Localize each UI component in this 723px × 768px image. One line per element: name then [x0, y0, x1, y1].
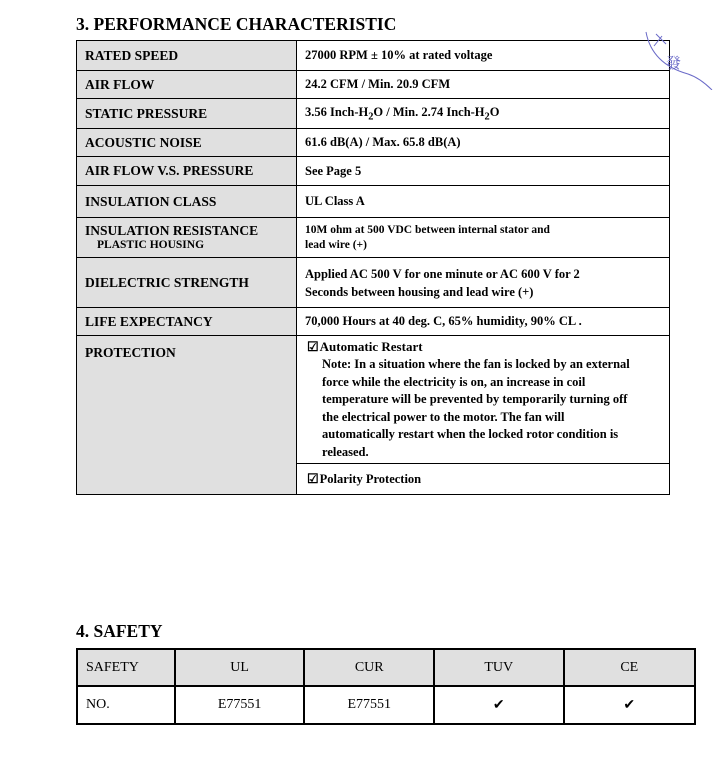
- table-row: [77, 686, 695, 724]
- polarity-protection-cell: [297, 464, 670, 495]
- insulation-resistance-value: 10M ohm at 500 VDC between internal stator and lead wire (+): [297, 218, 670, 258]
- safety-header-tuv: TUV: [434, 649, 564, 686]
- insulation-class-label: INSULATION CLASS: [77, 186, 297, 218]
- air-flow-label: AIR FLOW: [77, 71, 297, 99]
- table-row: [77, 157, 670, 186]
- insulation-class-value: UL Class A: [297, 186, 670, 218]
- dielectric-strength-label: DIELECTRIC STRENGTH: [77, 258, 297, 308]
- table-row: [77, 186, 670, 218]
- insulation-resistance-label: [77, 218, 297, 258]
- performance-section-title: 3. PERFORMANCE CHARACTERISTIC: [76, 14, 397, 34]
- table-row: [77, 218, 670, 258]
- dielectric-strength-value: Applied AC 500 V for one minute or AC 600 V for 2 Seconds between housing and lead wire (+): [297, 258, 670, 308]
- table-row: [77, 129, 670, 157]
- safety-header-ul: UL: [175, 649, 305, 686]
- rated-speed-label: RATED SPEED: [77, 41, 297, 71]
- table-row: [77, 336, 670, 464]
- table-row: [77, 258, 670, 308]
- life-expectancy-label: LIFE EXPECTANCY: [77, 308, 297, 336]
- static-pressure-label: STATIC PRESSURE: [77, 99, 297, 129]
- checkmark-icon: ✔: [564, 686, 695, 724]
- safety-table: [76, 648, 696, 725]
- safety-section-title: 4. SAFETY: [76, 621, 163, 641]
- safety-header-ce: CE: [564, 649, 695, 686]
- insulation-resistance-title: INSULATION RESISTANCE: [85, 223, 259, 238]
- safety-header-safety: SAFETY: [77, 649, 175, 686]
- automatic-restart-note: Note: In a situation where the fan is locked by an external force while the electricity is on, an increase in coil temperature will be prevented by temporarily turning off the electrical power to the motor. The fan will automatically restart when the locked rotor condition is released.: [322, 357, 630, 459]
- safety-row-label: NO.: [77, 686, 175, 724]
- air-flow-vs-pressure-value: See Page 5: [297, 157, 670, 186]
- checkbox-checked-icon: ☑: [307, 470, 319, 486]
- table-row: [77, 308, 670, 336]
- table-row: [77, 99, 670, 129]
- performance-table: [76, 40, 670, 495]
- stamp-glyph: 發: [666, 54, 682, 72]
- safety-header-cur: CUR: [304, 649, 434, 686]
- safety-cur-number: E77551: [304, 686, 434, 724]
- automatic-restart-cell: [297, 336, 670, 464]
- air-flow-vs-pressure-label: AIR FLOW V.S. PRESSURE: [77, 157, 297, 186]
- table-row: [77, 71, 670, 99]
- life-expectancy-value: 70,000 Hours at 40 deg. C, 65% humidity, 90% CL .: [297, 308, 670, 336]
- automatic-restart-heading: ☑Automatic Restart: [307, 339, 423, 354]
- acoustic-noise-value: 61.6 dB(A) / Max. 65.8 dB(A): [297, 129, 670, 157]
- table-row: [77, 649, 695, 686]
- air-flow-value: 24.2 CFM / Min. 20.9 CFM: [297, 71, 670, 99]
- checkbox-checked-icon: ☑: [307, 339, 319, 354]
- safety-ul-number: E77551: [175, 686, 305, 724]
- checkmark-icon: ✔: [434, 686, 564, 724]
- table-row: [77, 41, 670, 71]
- static-pressure-value: 3.56 Inch-$H_2O$ / Min. 2.74 Inch-$H_2O$: [297, 99, 670, 129]
- polarity-protection-label: Polarity Protection: [319, 471, 422, 486]
- insulation-resistance-sublabel: PLASTIC HOUSING: [97, 239, 205, 251]
- rated-speed-value: 27000 RPM ± 10% at rated voltage: [297, 41, 670, 71]
- protection-label: PROTECTION: [77, 336, 297, 495]
- acoustic-noise-label: ACOUSTIC NOISE: [77, 129, 297, 157]
